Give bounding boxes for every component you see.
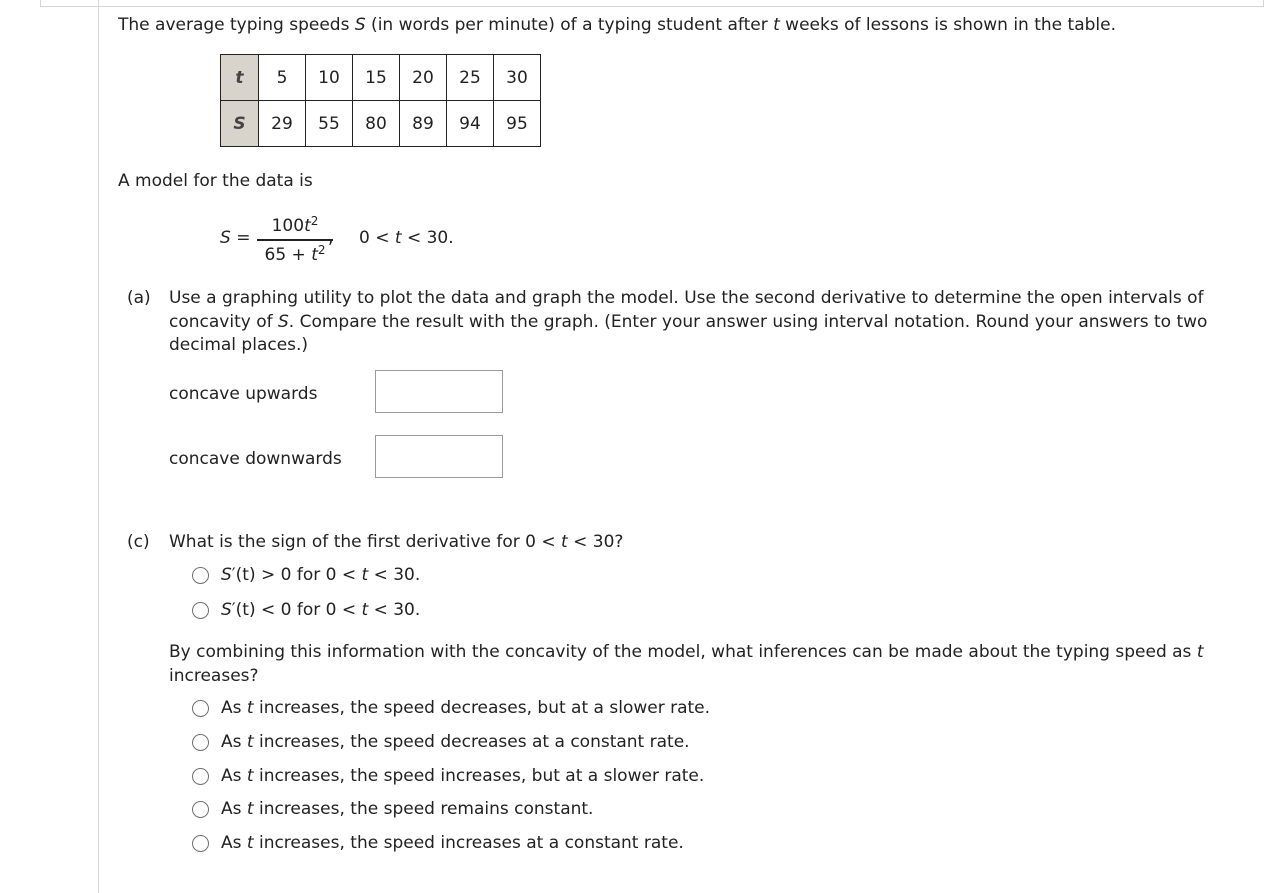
intro-p1: The average typing speeds — [118, 15, 355, 35]
data-table — [220, 54, 541, 147]
table-cell: 30 — [494, 55, 541, 101]
opt-rest: increases, the speed decreases at a constant rate. — [253, 732, 690, 752]
inference-option[interactable] — [192, 731, 690, 753]
intro-p2: (in words per minute) of a typing student after — [365, 15, 774, 35]
table-row-s — [221, 101, 541, 147]
concave-down-input[interactable] — [375, 435, 503, 478]
domain-var: t — [394, 228, 402, 248]
opt-var: t — [246, 732, 254, 752]
num-base: 100 — [271, 216, 305, 236]
opt-var: t — [246, 833, 254, 853]
inference-question — [169, 641, 1204, 688]
part-a-line3: decimal places.) — [169, 335, 309, 355]
table-cell: 15 — [353, 55, 400, 101]
model-comma: , — [328, 228, 334, 248]
opt-rest: increases, the speed decreases, but at a slower rate. — [253, 698, 711, 718]
model-domain — [359, 228, 454, 248]
intro-p3: weeks of lessons is shown in the table. — [779, 15, 1116, 35]
part-a-tag: (a) — [127, 288, 151, 308]
part-a-line1: Use a graphing utility to plot the data and graph the model. Use the second derivative to determine the open intervals of — [169, 288, 1204, 308]
question-b: < 30? — [567, 532, 624, 552]
opt-lead: As — [221, 766, 247, 786]
radio-circle-icon[interactable] — [192, 768, 209, 785]
table-cell: 29 — [259, 101, 306, 147]
table-cell: 5 — [259, 55, 306, 101]
sign-option-label — [221, 565, 420, 585]
num-exp: 2 — [310, 214, 319, 228]
inference-a: By combining this information with the concavity of the model, what inferences can be made about the typing speed as — [169, 642, 1197, 662]
left-border — [98, 0, 99, 893]
den-var: t — [311, 244, 318, 265]
part-a-line2-b: . Compare the result with the graph. (Enter your answer using interval notation. Round your answers to two — [288, 311, 1208, 332]
opt-rest: increases, the speed increases at a constant rate. — [253, 833, 684, 853]
table-cell: 94 — [447, 101, 494, 147]
part-a-text — [169, 287, 1207, 358]
model-fraction — [255, 211, 335, 265]
tail: < 30. — [368, 600, 421, 620]
concave-down-label: concave downwards — [169, 449, 342, 469]
sign-option-label — [221, 600, 420, 620]
inference-option-label — [221, 766, 704, 786]
fn-var: S — [221, 600, 232, 620]
num-var: t — [304, 216, 311, 236]
model-lhs-eq: = — [230, 228, 251, 248]
concave-up-label: concave upwards — [169, 384, 318, 404]
intro-text — [118, 15, 1116, 35]
inference-line2: increases? — [169, 665, 259, 686]
table-cell: 20 — [400, 55, 447, 101]
part-a-line2-a: concavity of — [169, 311, 278, 332]
sign-option-positive[interactable] — [192, 564, 420, 586]
intro-var-t: t — [773, 15, 780, 35]
inference-option[interactable] — [192, 798, 593, 820]
model-denominator — [255, 241, 335, 265]
radio-circle-icon[interactable] — [192, 801, 209, 818]
inference-option[interactable] — [192, 697, 710, 719]
den-base: 65 + — [264, 244, 312, 265]
table-cell: 89 — [400, 101, 447, 147]
tail: < 30. — [368, 565, 421, 585]
fn-rest: ′(t) < 0 for 0 < — [231, 600, 362, 620]
radio-circle-icon[interactable] — [192, 734, 209, 751]
concave-up-input[interactable] — [375, 370, 503, 413]
model-lhs — [220, 228, 250, 248]
opt-lead: As — [221, 833, 247, 853]
table-cell: 25 — [447, 55, 494, 101]
table-cell: 80 — [353, 101, 400, 147]
part-a-line2-var: S — [278, 311, 289, 332]
question-var: t — [561, 532, 568, 552]
opt-lead: As — [221, 732, 247, 752]
question-a: What is the sign of the first derivative for 0 < — [169, 532, 562, 552]
opt-var: t — [246, 698, 254, 718]
inference-var: t — [1196, 642, 1204, 662]
radio-circle-icon[interactable] — [192, 835, 209, 852]
inference-option-label — [221, 833, 684, 853]
opt-var: t — [246, 766, 254, 786]
t-var: t — [361, 565, 369, 585]
top-strip — [40, 0, 1264, 7]
table-cell: 95 — [494, 101, 541, 147]
fn-rest: ′(t) > 0 for 0 < — [231, 565, 362, 585]
part-c-question — [169, 532, 623, 552]
radio-circle-icon[interactable] — [192, 700, 209, 717]
opt-lead: As — [221, 698, 247, 718]
inference-line1 — [169, 641, 1204, 665]
intro-var-s: S — [354, 15, 366, 35]
radio-circle-icon[interactable] — [192, 567, 209, 584]
opt-rest: increases, the speed remains constant. — [253, 799, 594, 819]
radio-circle-icon[interactable] — [192, 602, 209, 619]
table-header-s: S — [221, 101, 259, 147]
part-c-tag: (c) — [127, 532, 150, 552]
inference-option-label — [221, 732, 690, 752]
inference-option-label — [221, 799, 593, 819]
opt-lead: As — [221, 799, 247, 819]
table-cell: 55 — [306, 101, 353, 147]
fn-var: S — [221, 565, 232, 585]
inference-option-label — [221, 698, 710, 718]
model-lead: A model for the data is — [118, 171, 313, 191]
model-numerator — [255, 211, 335, 239]
opt-rest: increases, the speed increases, but at a slower rate. — [253, 766, 705, 786]
table-cell: 10 — [306, 55, 353, 101]
den-exp: 2 — [317, 242, 326, 257]
opt-var: t — [246, 799, 254, 819]
domain-a: 0 < — [359, 228, 395, 248]
sign-option-negative[interactable] — [192, 599, 420, 621]
inference-option[interactable] — [192, 832, 684, 854]
t-var: t — [361, 600, 369, 620]
table-header-t: t — [221, 55, 259, 101]
model-lhs-var: S — [220, 228, 231, 248]
domain-b: < 30. — [401, 228, 454, 248]
inference-option[interactable] — [192, 765, 704, 787]
part-a-line2 — [169, 311, 1207, 335]
table-row-t — [221, 55, 541, 101]
